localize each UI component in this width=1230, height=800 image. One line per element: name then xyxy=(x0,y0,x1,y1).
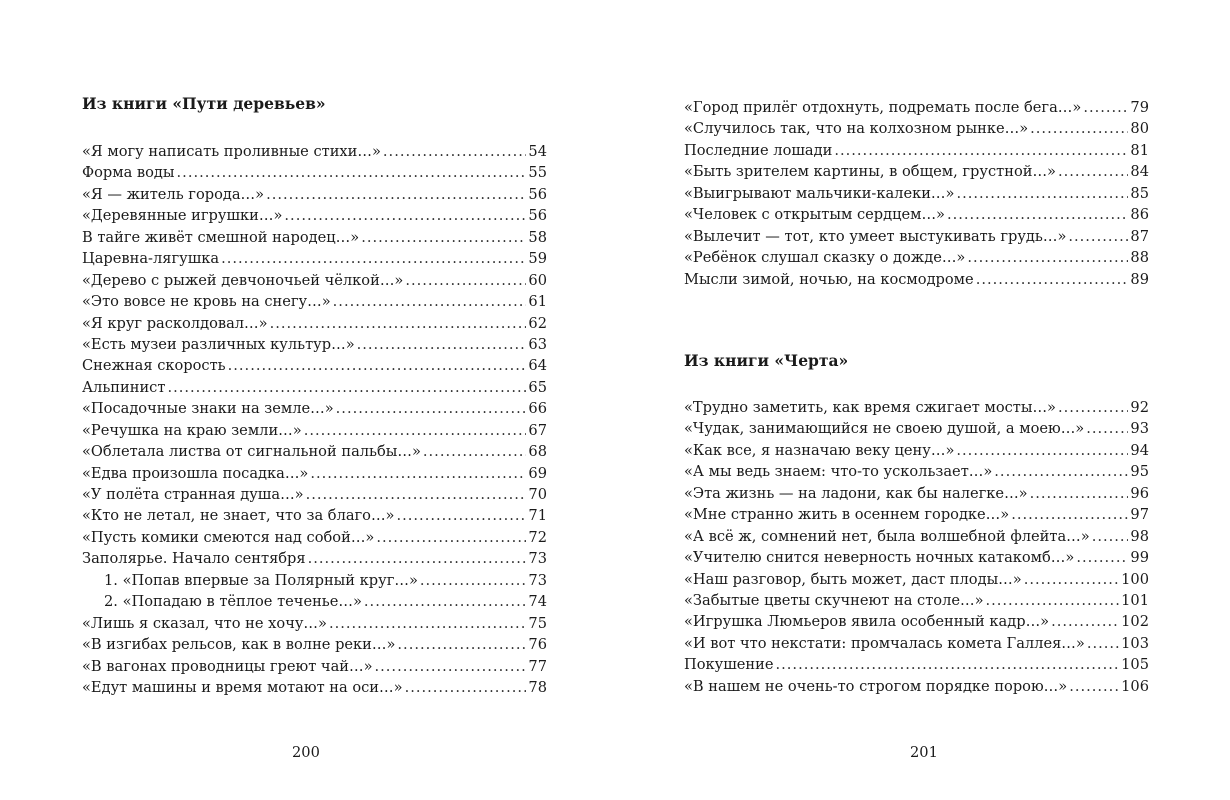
dot-leader xyxy=(776,654,1120,675)
toc-entry-title: «Учителю снится неверность ночных катакомб…» xyxy=(684,549,1075,567)
toc-entry xyxy=(82,505,547,526)
toc-entry-title: «Облетала листва от сигнальной пальбы…» xyxy=(82,443,421,461)
section-heading: Из книги «Черта» xyxy=(684,351,849,370)
dot-leader xyxy=(397,505,527,526)
dot-leader xyxy=(405,270,526,291)
toc-entry-page: 73 xyxy=(528,550,547,568)
toc-entry-page: 76 xyxy=(528,636,547,654)
toc-entry-title: Последние лошади xyxy=(684,141,833,159)
toc-entry-title: «Кто не летал, не знает, что за благо…» xyxy=(82,507,395,525)
dot-leader xyxy=(167,377,526,398)
toc-entry-page: 94 xyxy=(1130,441,1149,459)
toc-entry-page: 56 xyxy=(528,185,547,203)
toc-entry xyxy=(684,118,1149,139)
toc-entry-title: «Дерево с рыжей девчоночьей чёлкой…» xyxy=(82,271,404,289)
toc-entry-title: «Я круг расколдовал…» xyxy=(82,314,268,332)
toc-list xyxy=(684,97,1149,290)
toc-entry-page: 96 xyxy=(1130,484,1149,502)
toc-entry xyxy=(82,355,547,376)
toc-entry-title: «Забытые цветы скучнеют на столе…» xyxy=(684,591,984,609)
dot-leader xyxy=(266,184,526,205)
toc-entry xyxy=(684,247,1149,268)
toc-entry-title: «Это вовсе не кровь на снегу…» xyxy=(82,293,331,311)
section-heading: Из книги «Пути деревьев» xyxy=(82,94,326,113)
toc-entry-page: 61 xyxy=(528,293,547,311)
dot-leader xyxy=(375,656,527,677)
dot-leader xyxy=(304,420,527,441)
toc-entry xyxy=(684,633,1149,654)
dot-leader xyxy=(1086,418,1128,439)
toc-entry-title: «Город прилёг отдохнуть, подремать после бега…» xyxy=(684,99,1082,116)
toc-entry-title: «Деревянные игрушки…» xyxy=(82,207,283,225)
toc-entry-title: «Есть музеи различных культур…» xyxy=(82,335,355,353)
toc-entry-page: 64 xyxy=(528,357,547,375)
dot-leader xyxy=(383,141,527,162)
dot-leader xyxy=(228,355,527,376)
toc-entry-title: «Трудно заметить, как время сжигает мосты…» xyxy=(684,399,1056,416)
dot-leader xyxy=(284,205,526,226)
toc-entry-page: 78 xyxy=(528,678,547,696)
toc-entry xyxy=(82,270,547,291)
dot-leader xyxy=(1068,226,1128,247)
dot-leader xyxy=(308,548,527,569)
dot-leader xyxy=(329,613,526,634)
toc-entry xyxy=(82,634,547,655)
toc-entry-page: 59 xyxy=(528,250,547,268)
toc-entry-page: 79 xyxy=(1130,99,1149,116)
toc-list xyxy=(684,397,1149,697)
toc-entry-title: «Выигрывают мальчики-калеки…» xyxy=(684,184,955,202)
dot-leader xyxy=(376,527,526,548)
toc-entry-title: «Пусть комики смеются над собой…» xyxy=(82,528,375,546)
toc-entry-title: Покушение xyxy=(684,656,774,674)
toc-entry-title: Мысли зимой, ночью, на космодроме xyxy=(684,270,974,288)
toc-entry-page: 86 xyxy=(1130,206,1149,224)
toc-entry-title: 2. «Попадаю в тёплое теченье…» xyxy=(104,593,362,611)
toc-entry-page: 60 xyxy=(528,271,547,289)
toc-entry-title: «В изгибах рельсов, как в волне реки…» xyxy=(82,636,396,654)
dot-leader xyxy=(834,140,1128,161)
dot-leader xyxy=(956,183,1128,204)
dot-leader xyxy=(1058,161,1128,182)
dot-leader xyxy=(1058,397,1128,418)
toc-entry xyxy=(82,184,547,205)
toc-entry-title: «Игрушка Люмьеров явила особенный кадр…» xyxy=(684,613,1050,631)
toc-entry xyxy=(684,418,1149,439)
toc-entry xyxy=(82,591,547,612)
toc-entry xyxy=(684,97,1149,118)
toc-entry xyxy=(82,656,547,677)
dot-leader xyxy=(967,247,1128,268)
toc-entry xyxy=(82,420,547,441)
toc-entry-title: «А всё ж, сомнений нет, была волшебной флейта…» xyxy=(684,527,1090,545)
dot-leader xyxy=(405,677,527,698)
toc-entry xyxy=(82,613,547,634)
toc-entry-page: 89 xyxy=(1130,270,1149,288)
toc-entry-page: 67 xyxy=(528,421,547,439)
dot-leader xyxy=(1092,526,1129,547)
dot-leader xyxy=(976,269,1129,290)
toc-entry xyxy=(684,183,1149,204)
dot-leader xyxy=(423,441,527,462)
page-number: 200 xyxy=(292,744,320,761)
toc-entry-title: Заполярье. Начало сентября xyxy=(82,550,306,568)
toc-list xyxy=(82,141,547,698)
dot-leader xyxy=(310,463,526,484)
toc-entry xyxy=(684,654,1149,675)
dot-leader xyxy=(270,313,527,334)
toc-entry-page: 93 xyxy=(1130,420,1149,438)
toc-entry-page: 84 xyxy=(1130,163,1149,181)
left-page xyxy=(82,0,547,800)
toc-entry-page: 66 xyxy=(528,400,547,418)
toc-entry xyxy=(684,140,1149,161)
toc-entry-page: 70 xyxy=(528,486,547,503)
toc-entry-page: 106 xyxy=(1121,677,1149,695)
dot-leader xyxy=(336,398,527,419)
toc-entry xyxy=(82,141,547,162)
toc-entry xyxy=(82,162,547,183)
dot-leader xyxy=(1030,483,1129,504)
toc-entry-title: «Вылечит — тот, кто умеет выстукивать грудь…» xyxy=(684,227,1067,245)
toc-entry-title: «И вот что некстати: промчалась комета Галлея…» xyxy=(684,634,1085,652)
toc-entry-page: 54 xyxy=(528,143,547,160)
toc-entry-title: Снежная скорость xyxy=(82,357,226,375)
dot-leader xyxy=(177,162,527,183)
toc-entry-page: 101 xyxy=(1121,591,1149,609)
toc-entry-page: 77 xyxy=(528,657,547,675)
toc-entry-page: 62 xyxy=(528,314,547,332)
toc-entry xyxy=(82,677,547,698)
toc-entry-title: «Речушка на краю земли…» xyxy=(82,421,302,439)
toc-entry-page: 80 xyxy=(1130,120,1149,138)
toc-entry-page: 95 xyxy=(1130,463,1149,481)
dot-leader xyxy=(1011,504,1128,525)
toc-entry-title: Царевна-лягушка xyxy=(82,250,220,268)
toc-entry-title: «Едва произошла посадка…» xyxy=(82,464,309,482)
dot-leader xyxy=(956,440,1128,461)
toc-entry-title: «Чудак, занимающийся не своею душой, а моею…» xyxy=(684,420,1085,438)
toc-entry-page: 72 xyxy=(528,528,547,546)
toc-entry xyxy=(82,484,547,505)
toc-entry-title: 1. «Попав впервые за Полярный круг…» xyxy=(104,571,418,589)
toc-entry-title: «Как все, я назначаю веку цену…» xyxy=(684,441,955,459)
toc-entry-page: 88 xyxy=(1130,249,1149,267)
dot-leader xyxy=(361,227,526,248)
toc-entry-title: Форма воды xyxy=(82,164,175,182)
toc-entry-page: 74 xyxy=(528,593,547,611)
dot-leader xyxy=(1069,676,1119,697)
toc-entry-page: 105 xyxy=(1121,656,1149,674)
toc-entry-title: Альпинист xyxy=(82,378,166,396)
toc-entry-title: «Лишь я сказал, что не хочу…» xyxy=(82,614,327,632)
toc-entry-page: 56 xyxy=(528,207,547,225)
dot-leader xyxy=(1083,97,1128,118)
dot-leader xyxy=(357,334,527,355)
toc-entry-page: 71 xyxy=(528,507,547,525)
toc-entry-page: 81 xyxy=(1130,141,1149,159)
toc-entry xyxy=(684,569,1149,590)
toc-entry-page: 69 xyxy=(528,464,547,482)
toc-entry-page: 87 xyxy=(1130,227,1149,245)
dot-leader xyxy=(1024,569,1119,590)
toc-entry-title: «Посадочные знаки на земле…» xyxy=(82,400,334,418)
toc-entry xyxy=(684,226,1149,247)
dot-leader xyxy=(221,248,526,269)
page-number: 201 xyxy=(910,744,938,761)
toc-entry-title: «А мы ведь знаем: что-то ускользает…» xyxy=(684,463,993,481)
toc-entry-page: 102 xyxy=(1121,613,1149,631)
toc-entry-page: 97 xyxy=(1130,506,1149,524)
toc-entry-page: 63 xyxy=(528,335,547,353)
dot-leader xyxy=(947,204,1128,225)
toc-entry-page: 65 xyxy=(528,378,547,396)
toc-entry-title: «Ребёнок слушал сказку о дожде…» xyxy=(684,249,966,267)
toc-entry xyxy=(82,205,547,226)
toc-entry xyxy=(82,548,547,569)
toc-entry xyxy=(684,397,1149,418)
toc-entry-title: «Едут машины и время мотают на оси…» xyxy=(82,678,403,696)
toc-entry xyxy=(684,204,1149,225)
toc-entry xyxy=(82,398,547,419)
toc-entry xyxy=(82,441,547,462)
dot-leader xyxy=(397,634,526,655)
toc-entry-page: 58 xyxy=(528,228,547,246)
toc-entry-page: 55 xyxy=(528,164,547,182)
toc-entry-page: 68 xyxy=(528,443,547,461)
dot-leader xyxy=(306,484,527,505)
toc-entry-title: «В нашем не очень-то строгом порядке порою…» xyxy=(684,677,1068,695)
toc-entry xyxy=(684,483,1149,504)
toc-entry xyxy=(82,313,547,334)
toc-entry xyxy=(684,611,1149,632)
toc-entry-title: «Я могу написать проливные стихи…» xyxy=(82,143,381,160)
toc-entry xyxy=(684,461,1149,482)
toc-entry-page: 100 xyxy=(1121,570,1149,588)
toc-entry-title: В тайге живёт смешной народец…» xyxy=(82,228,360,246)
dot-leader xyxy=(364,591,527,612)
toc-entry-title: «Наш разговор, быть может, даст плоды…» xyxy=(684,570,1022,588)
toc-entry-title: «В вагонах проводницы греют чай…» xyxy=(82,657,373,675)
toc-entry xyxy=(82,291,547,312)
toc-entry-page: 98 xyxy=(1130,527,1149,545)
toc-entry-title: «Эта жизнь — на ладони, как бы налегке…» xyxy=(684,484,1028,502)
toc-entry xyxy=(82,227,547,248)
toc-entry xyxy=(82,377,547,398)
toc-entry-title: «Человек с открытым сердцем…» xyxy=(684,206,945,224)
toc-entry xyxy=(684,526,1149,547)
toc-entry-title: «Быть зрителем картины, в общем, грустной…» xyxy=(684,163,1056,181)
dot-leader xyxy=(1087,633,1119,654)
right-page xyxy=(684,0,1149,800)
dot-leader xyxy=(333,291,527,312)
toc-entry-page: 99 xyxy=(1130,549,1149,567)
toc-entry xyxy=(82,463,547,484)
toc-entry xyxy=(684,269,1149,290)
toc-entry-page: 92 xyxy=(1130,399,1149,416)
toc-entry xyxy=(684,161,1149,182)
toc-entry-title: «У полёта странная душа…» xyxy=(82,486,304,503)
toc-entry xyxy=(684,547,1149,568)
dot-leader xyxy=(986,590,1120,611)
toc-entry xyxy=(684,676,1149,697)
toc-entry-title: «Случилось так, что на колхозном рынке…» xyxy=(684,120,1029,138)
dot-leader xyxy=(420,570,527,591)
toc-entry xyxy=(684,504,1149,525)
toc-entry-page: 85 xyxy=(1130,184,1149,202)
toc-entry xyxy=(82,527,547,548)
toc-entry-page: 103 xyxy=(1121,634,1149,652)
toc-entry-title: «Мне странно жить в осеннем городке…» xyxy=(684,506,1010,524)
toc-entry xyxy=(684,590,1149,611)
dot-leader xyxy=(1076,547,1128,568)
toc-entry xyxy=(82,248,547,269)
toc-entry xyxy=(684,440,1149,461)
toc-entry-title: «Я — житель города…» xyxy=(82,185,265,203)
toc-entry-page: 75 xyxy=(528,614,547,632)
toc-entry-page: 73 xyxy=(528,571,547,589)
dot-leader xyxy=(994,461,1128,482)
dot-leader xyxy=(1030,118,1128,139)
dot-leader xyxy=(1051,611,1119,632)
toc-entry xyxy=(82,334,547,355)
toc-entry xyxy=(82,570,547,591)
